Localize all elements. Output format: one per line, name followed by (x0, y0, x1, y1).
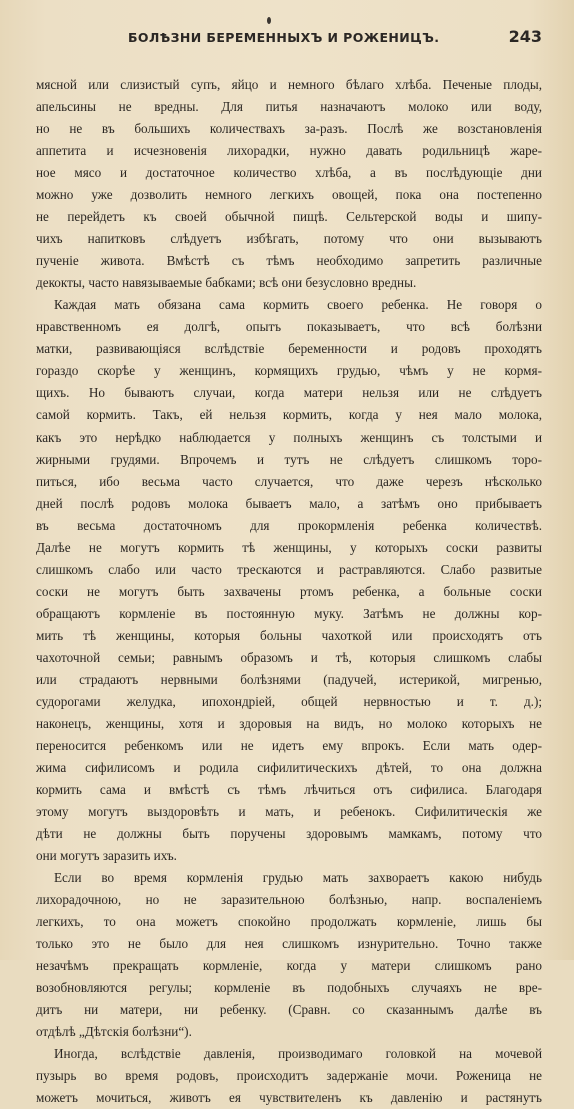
text-line: наконецъ, женщины, хотя и здоровыя на видъ, но молоко которыхъ не (36, 715, 542, 731)
text-line: жирными грудями. Впрочемъ и тутъ не слѣдуетъ слишкомъ торо- (36, 451, 542, 467)
text-line: только это не было для нея слишкомъ изнурительно. Точно также (36, 936, 542, 952)
text-line: аппетита и исчезновенія лихорадки, нужно давать родильницѣ жаре- (36, 143, 542, 159)
text-line: обращаютъ кормленіе въ постоянную муку. Затѣмъ не должны кор- (36, 605, 542, 621)
ink-speck (267, 17, 271, 24)
text-line: апельсины не вредны. Для питья назначаютъ молоко или воду, (36, 99, 542, 115)
text-line: лихорадочною, но не заразительною болѣзнью, напр. воспаленіемъ (36, 892, 542, 908)
text-line: можно уже дозволить немного легкихъ овощей, пока она постепенно (36, 187, 542, 203)
text-line: жима сифилисомъ и родила сифилитическихъ дѣтей, то она должна (36, 759, 542, 775)
text-line: Если во время кормленія грудью мать захвораетъ какою нибудь (54, 870, 542, 886)
text-line: декокты, часто навязываемые бабками; всѣ они безусловно вредны. (36, 275, 417, 291)
text-line: пузырь во время родовъ, происходитъ задержаніе мочи. Роженица не (36, 1068, 542, 1084)
text-line: дѣти не должны быть поручены здоровымъ мамкамъ, потому что (36, 826, 542, 842)
text-line: Далѣе не могутъ кормить тѣ женщины, у которыхъ соски развиты (36, 539, 542, 555)
text-line: гораздо скорѣе у женщинъ, кормящихъ грудью, чѣмъ у не кормя- (36, 363, 542, 379)
text-line: слишкомъ слабо или часто трескаются и растравляются. Слабо развитые (36, 561, 542, 577)
body-text (36, 74, 542, 1109)
text-line: пученіе живота. Вмѣстѣ съ тѣмъ необходимо запретить различные (36, 253, 542, 269)
text-line: матки, развивающіяся вслѣдствіе беременности и родовъ проходятъ (36, 341, 542, 357)
text-line: возобновляются регулы; кормленіе въ подобныхъ случаяхъ не вре- (36, 980, 542, 996)
text-line: они могутъ заразить ихъ. (36, 848, 177, 864)
text-line: щихъ. Но бываютъ случаи, когда матери нельзя или не слѣдуетъ (36, 385, 542, 401)
text-line: Каждая мать обязана сама кормить своего ребенка. Не говоря о (54, 297, 542, 313)
running-title: БОЛѢЗНИ БЕРЕМЕННЫХЪ И РОЖЕНИЦЪ. (128, 30, 440, 45)
text-line: мясной или слизистый супъ, яйцо и немного бѣлаго хлѣба. Печеные плоды, (36, 77, 542, 92)
text-line: чихъ напитковъ слѣдуетъ избѣгать, потому что они вызываютъ (36, 231, 542, 247)
text-line: мить тѣ женщины, которыя больны чахоткой или происходятъ отъ (36, 627, 542, 643)
text-line: чахоточной семьи; равнымъ образомъ и тѣ, которыя слишкомъ слабы (36, 649, 542, 665)
text-line: питься, ибо весьма часто случается, что даже черезъ нѣсколько (36, 473, 542, 489)
text-line: отдѣлѣ „Дѣтскія болѣзни“). (36, 1024, 192, 1040)
text-line: легкихъ, то она можетъ спокойно продолжать кормленіе, лишь бы (36, 914, 542, 930)
text-line: ное мясо и достаточное количество хлѣба, а въ послѣдующіе дни (36, 165, 542, 181)
text-line: переносится ребенкомъ или не идетъ ему впрокъ. Если мать одер- (36, 737, 542, 753)
text-line: какъ это нерѣдко наблюдается у полныхъ женщинъ съ толстыми и (36, 429, 542, 445)
text-line: соски не могутъ быть захвачены ртомъ ребенка, а больные соски (36, 583, 542, 599)
text-line: можетъ мочиться, животъ ея чувствителенъ къ давленію и растянутъ (36, 1090, 542, 1106)
text-line: нравственномъ ея долгѣ, опытъ показываетъ, что всѣ болѣзни (36, 319, 542, 335)
page-header (36, 27, 542, 54)
text-line: но не въ большихъ количествахъ за-разъ. Послѣ же возстановленія (36, 121, 542, 137)
text-line: дитъ ни матери, ни ребенку. (Сравн. со сказаннымъ далѣе въ (36, 1002, 542, 1018)
text-line: незачѣмъ прекращать кормленіе, когда у матери слишкомъ рано (36, 958, 542, 974)
text-line: въ весьма достаточномъ для прокормленія ребенка количествѣ. (36, 517, 542, 533)
text-line: кормить сама и вмѣстѣ съ тѣмъ лѣчиться отъ сифилиса. Благодаря (36, 782, 542, 797)
text-line: судорогами желудка, ипохондріей, общей нервностью и т. д.); (36, 693, 542, 709)
text-line: не перейдетъ къ своей обычной пищѣ. Сельтерской воды и шипу- (36, 209, 542, 225)
page-number: 243 (508, 27, 542, 46)
text-line: дней послѣ родовъ молока бываетъ мало, а затѣмъ оно прибываетъ (36, 495, 542, 511)
text-line: самой кормить. Такъ, ей нельзя кормить, когда у нея мало молока, (36, 407, 542, 423)
text-line: или страдаютъ нервными болѣзнями (падучей, истерикой, мигренью, (36, 671, 542, 687)
text-line: этому могутъ выздоровѣть и мать, и ребенокъ. Сифилитическія же (36, 804, 542, 820)
text-line: Иногда, вслѣдствіе давленія, производимаго головкой на мочевой (54, 1046, 542, 1062)
